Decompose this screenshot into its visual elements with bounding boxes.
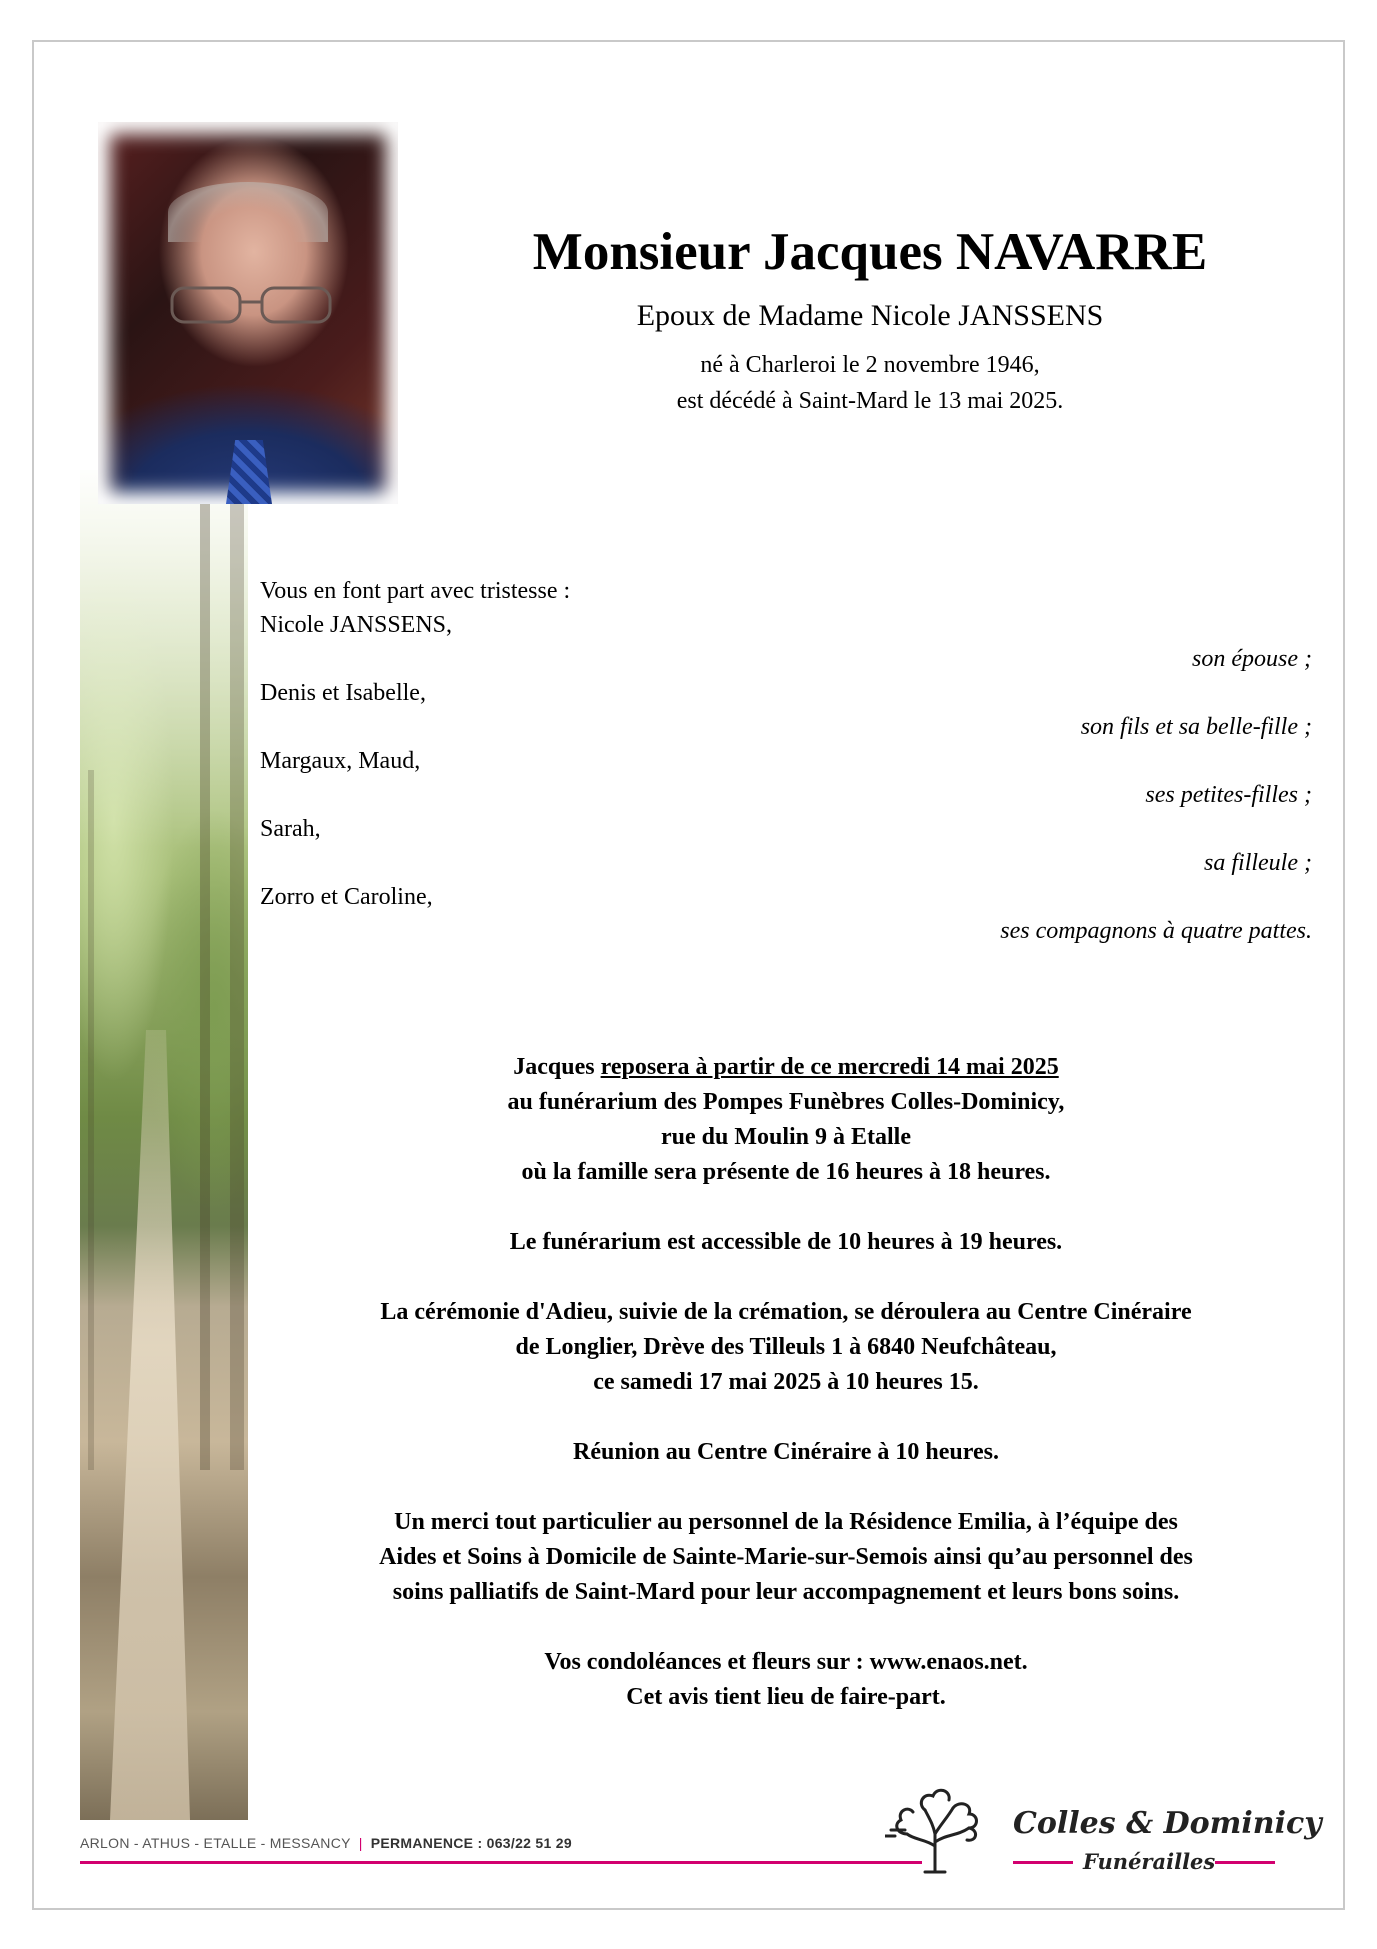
viewing-date: reposera à partir de ce mercredi 14 mai 2025 [600,1054,1059,1080]
brand-subtitle: Funérailles [1083,1849,1216,1874]
deceased-name: Monsieur Jacques NAVARRE [532,223,1208,281]
meeting-paragraph: Réunion au Centre Cinéraire à 10 heures. [573,1439,999,1465]
family-member-role: ses compagnons à quatre pattes. [1000,918,1312,944]
thanks-line: soins palliatifs de Saint-Mard pour leur accompagnement et leurs bons soins. [392,1579,1180,1605]
family-member-role: ses petites-filles ; [1145,782,1312,808]
forest-path-image [80,470,248,1820]
death-line: est décédé à Saint-Mard le 13 mai 2025. [676,388,1064,414]
closing-paragraph [260,1645,1312,1715]
ceremony-line: de Longlier, Drève des Tilleuls 1 à 6840 Neufchâteau, [515,1334,1057,1360]
access-paragraph: Le funérarium est accessible de 10 heures à 19 heures. [509,1229,1063,1255]
family-member-name: Margaux, Maud, [260,748,421,774]
thanks-line: Un merci tout particulier au personnel de la Résidence Emilia, à l’équipe des [394,1509,1178,1535]
family-member-name: Sarah, [260,816,321,842]
ceremony-line: ce samedi 17 mai 2025 à 10 heures 15. [593,1369,979,1395]
footer-rule-left [80,1861,922,1864]
notice-line: Cet avis tient lieu de faire-part. [626,1684,946,1710]
family-list [260,574,1312,948]
viewing-paragraph [260,1050,1312,1190]
viewing-hours: où la famille sera présente de 16 heures à 18 heures. [521,1159,1051,1185]
funeral-details [260,1050,1312,1750]
ceremony-line: La cérémonie d'Adieu, suivie de la crémation, se déroulera au Centre Cinéraire [380,1299,1192,1325]
condolences-line: Vos condoléances et fleurs sur : www.enaos.net. [544,1649,1028,1675]
viewing-prefix: Jacques [513,1054,601,1080]
family-member-name: Denis et Isabelle, [260,680,426,706]
thanks-line: Aides et Soins à Domicile de Sainte-Marie-sur-Semois ainsi qu’au personnel des [379,1544,1193,1570]
footer-separator: | [358,1835,363,1851]
footer-contact [80,1835,572,1851]
ceremony-paragraph [260,1295,1312,1400]
footer-rule-mid [1013,1861,1073,1864]
footer-rule-right [1215,1861,1275,1864]
footer-locations: ARLON - ATHUS - ETALLE - MESSANCY [80,1835,351,1851]
family-member-role: son épouse ; [1192,646,1312,672]
viewing-address: rue du Moulin 9 à Etalle [660,1124,912,1150]
brand-name: Colles & Dominicy [1013,1806,1322,1841]
tree-logo-icon [885,1784,995,1874]
birth-line: né à Charleroi le 2 novembre 1946, [700,352,1040,378]
family-member-name: Zorro et Caroline, [260,884,433,910]
footer-permanence: PERMANENCE : 063/22 51 29 [370,1835,572,1851]
family-intro: Vous en font part avec tristesse : [260,578,571,604]
family-member-role: sa filleule ; [1204,850,1312,876]
portrait-photo [98,122,398,504]
spouse-line: Epoux de Madame Nicole JANSSENS [636,299,1104,332]
viewing-place: au funérarium des Pompes Funèbres Colles-Dominicy, [507,1089,1065,1115]
family-member-role: son fils et sa belle-fille ; [1080,714,1312,740]
family-member-name: Nicole JANSSENS, [260,612,453,638]
thanks-paragraph [260,1505,1312,1610]
